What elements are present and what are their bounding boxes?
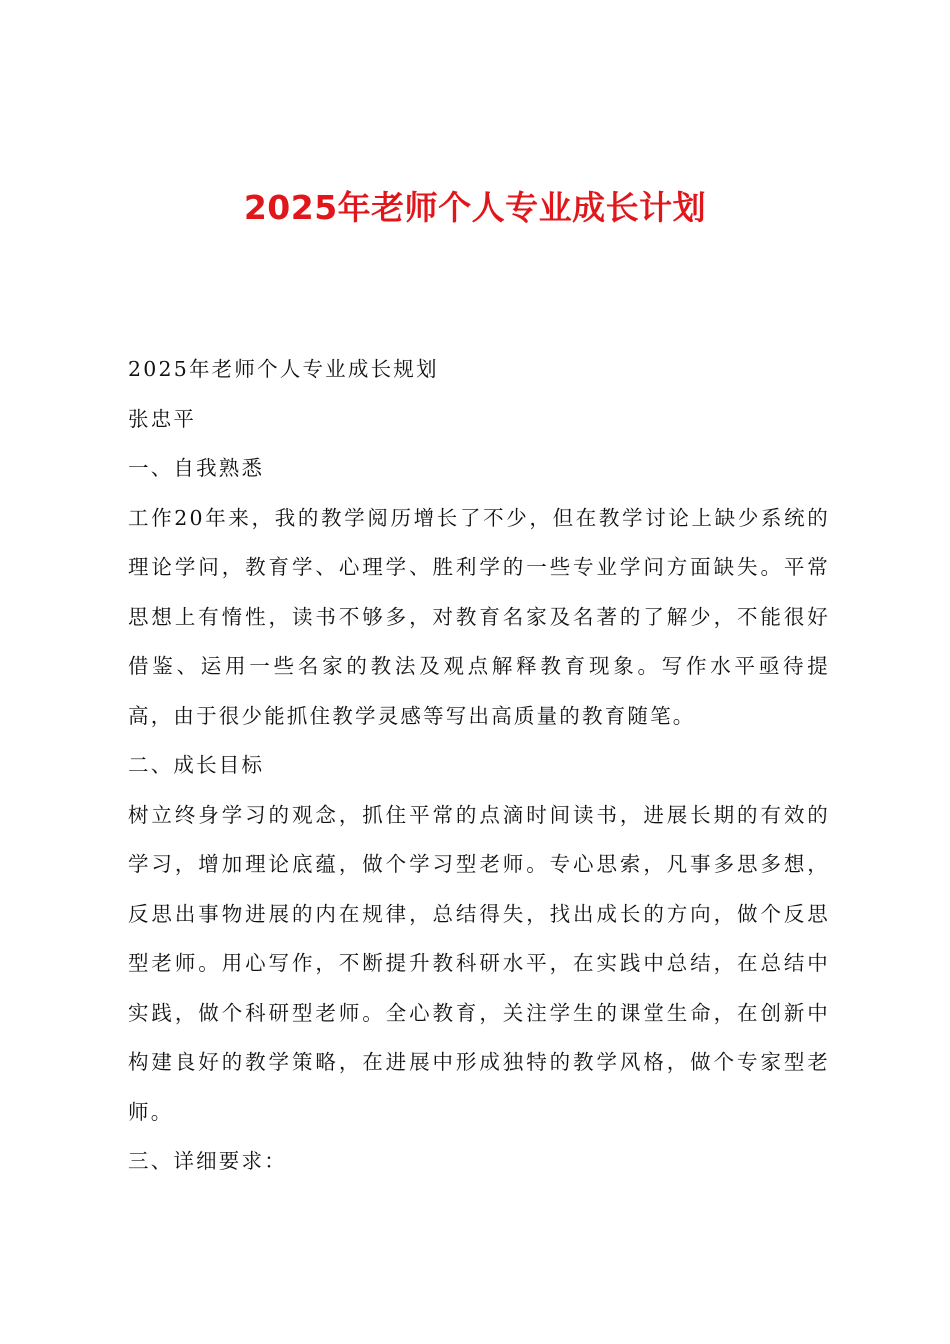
section-heading-detailed-requirements: 三、详细要求： bbox=[128, 1149, 287, 1173]
section-paragraph-growth-goals: 树立终身学习的观念，抓住平常的点滴时间读书，进展长期的有效的学习，增加理论底蕴，做个学习型老师。专心思索，凡事多思多想，反思出事物进展的内在规律，总结得失，找出成长的方向，做个反思型老师。用心写作，不断提升教科研水平，在实践中总结，在总结中实践，做个科研型老师。全心教育，关注学生的课堂生命，在创新中构建良好的教学策略，在进展中形成独特的教学风格，做个专家型老师。 bbox=[128, 802, 830, 1124]
section-heading-self-awareness: 一、自我熟悉 bbox=[128, 456, 265, 480]
document-subtitle: 2025年老师个人专业成长规划 bbox=[128, 357, 439, 381]
document-body bbox=[128, 345, 830, 1187]
document-title: 2025年老师个人专业成长计划 bbox=[243, 188, 707, 227]
document-author: 张忠平 bbox=[128, 406, 197, 431]
section-heading-growth-goals: 二、成长目标 bbox=[128, 753, 265, 777]
section-paragraph-self-awareness: 工作20年来，我的教学阅历增长了不少，但在教学讨论上缺少系统的理论学问，教育学、心理学、胜利学的一些专业学问方面缺失。平常思想上有惰性，读书不够多，对教育名家及名著的了解少，不能很好借鉴、运用一些名家的教法及观点解释教育现象。写作水平亟待提高，由于很少能抓住教学灵感等写出高质量的教育随笔。 bbox=[128, 505, 830, 728]
